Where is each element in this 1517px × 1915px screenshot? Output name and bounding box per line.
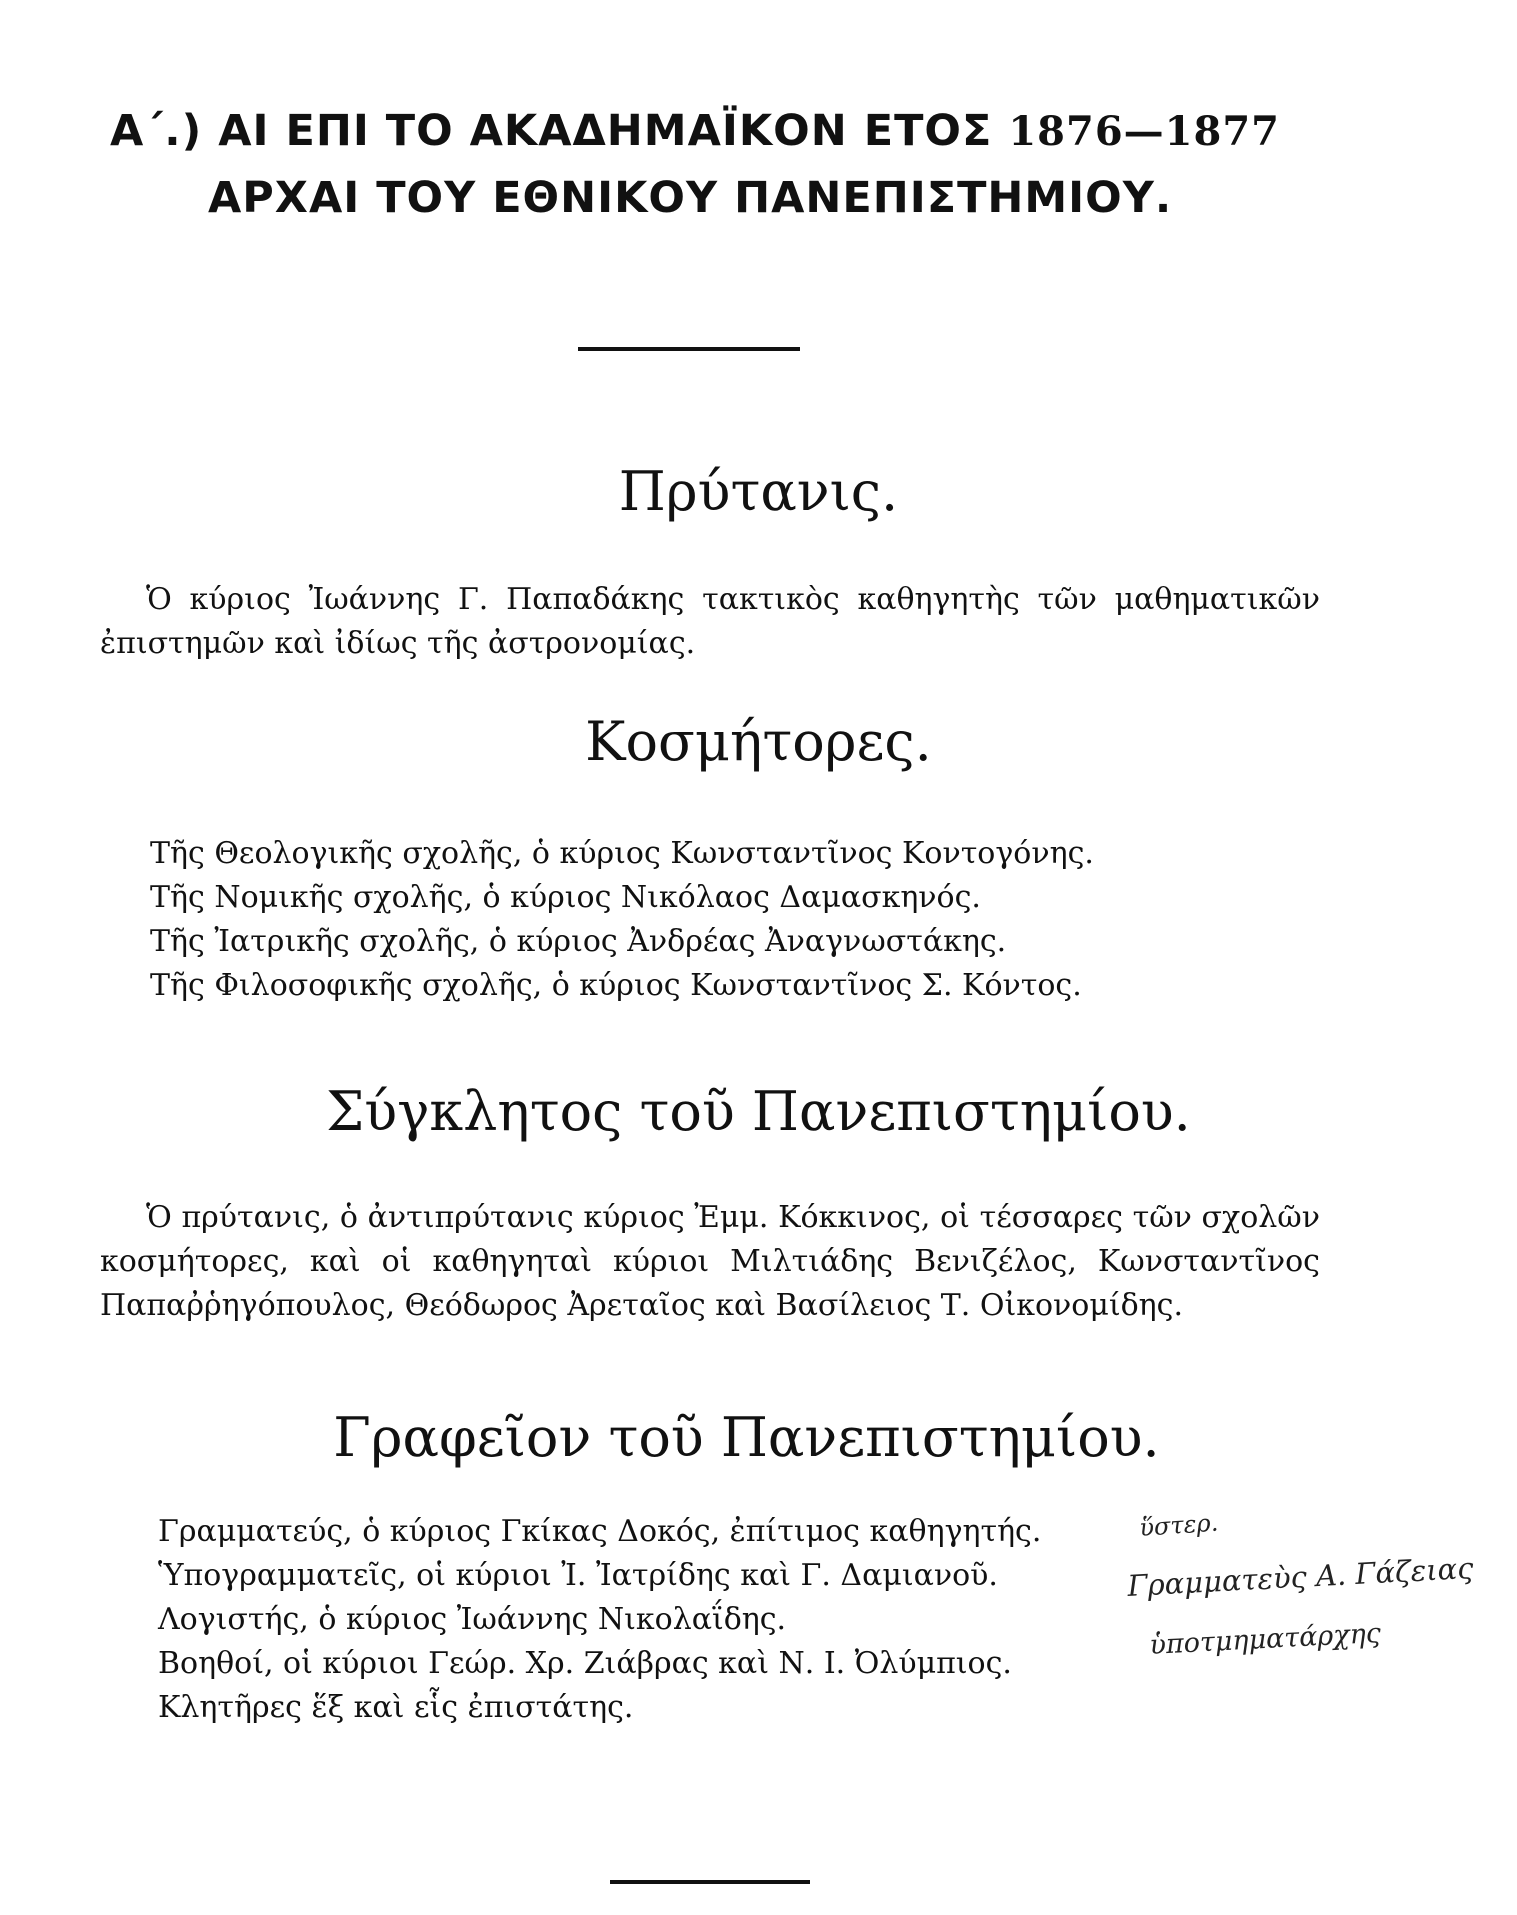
senate-paragraph: Ὁ πρύτανις, ὁ ἀντιπρύτανις κύριος Ἐμμ. Κόκκινος, οἱ τέσσαρες τῶν σχολῶν κοσμήτορες, καὶ οἱ καθηγηταὶ κύριοι Μιλτιάδης Βενιζέλος, Κωνσταντῖνος Παπαῤῥηγόπουλος, Θεόδωρος Ἀρεταῖος καὶ Βασίλειος Τ. Οἰκονομίδης. bbox=[100, 1200, 1320, 1323]
annotation-line-2: Γραμματεὺς Α. Γάζειας bbox=[1126, 1550, 1475, 1603]
rector-paragraph: Ὁ κύριος Ἰωάννης Γ. Παπαδάκης τακτικὸς καθηγητὴς τῶν μαθηματικῶν ἐπιστημῶν καὶ ἰδίως τῆς ἀστρονομίας. bbox=[100, 582, 1320, 661]
office-list bbox=[158, 1510, 1041, 1730]
office-undersecretaries: Ὑπογραμματεῖς, οἱ κύριοι Ἰ. Ἰατρίδης καὶ Γ. Δαμιανοῦ. bbox=[158, 1558, 998, 1593]
title-line-2: ΑΡΧΑΙ ΤΟΥ ΕΘΝΙΚΟΥ ΠΑΝΕΠΙΣΤΗΜΙΟΥ. bbox=[208, 173, 1173, 223]
title-line-1 bbox=[110, 98, 1280, 165]
deans-list bbox=[150, 832, 1094, 1008]
section-heading-deans: Κοσμήτορες. bbox=[585, 710, 932, 773]
bottom-divider bbox=[610, 1880, 810, 1884]
dean-philosophy: Τῆς Φιλοσοφικῆς σχολῆς, ὁ κύριος Κωνσταντῖνος Σ. Κόντος. bbox=[150, 968, 1082, 1003]
section-heading-rector: Πρύτανις. bbox=[618, 460, 899, 523]
annotation-line-3: ὑποτμηματάρχης bbox=[1148, 1617, 1382, 1661]
dean-law: Τῆς Νομικῆς σχολῆς, ὁ κύριος Νικόλαος Δαμασκηνός. bbox=[150, 880, 981, 915]
office-assistants: Βοηθοί, οἱ κύριοι Γεώρ. Χρ. Ζιάβρας καὶ Ν. Ι. Ὀλύμπιος. bbox=[158, 1646, 1012, 1681]
office-accountant: Λογιστής, ὁ κύριος Ἰωάννης Νικολαΐδης. bbox=[158, 1602, 787, 1637]
handwritten-annotation bbox=[1120, 1502, 1500, 1692]
office-ushers: Κλητῆρες ἕξ καὶ εἷς ἐπιστάτης. bbox=[158, 1690, 634, 1725]
dean-medicine: Τῆς Ἰατρικῆς σχολῆς, ὁ κύριος Ἀνδρέας Ἀναγνωστάκης. bbox=[150, 924, 1007, 959]
dean-theology: Τῆς Θεολογικῆς σχολῆς, ὁ κύριος Κωνσταντῖνος Κοντογόνης. bbox=[150, 836, 1094, 871]
title-divider bbox=[578, 347, 800, 351]
section-heading-senate: Σύγκλητος τοῦ Πανεπιστημίου. bbox=[326, 1080, 1191, 1143]
section-heading-office: Γραφεῖον τοῦ Πανεπιστημίου. bbox=[333, 1406, 1160, 1469]
page-title bbox=[110, 98, 1280, 231]
office-secretary: Γραμματεύς, ὁ κύριος Γκίκας Δοκός, ἐπίτιμος καθηγητής. bbox=[158, 1514, 1042, 1549]
title-line-1-text: Α΄.) ΑΙ ΕΠΙ ΤΟ ΑΚΑΔΗΜΑΪΚΟΝ ΕΤΟΣ bbox=[110, 106, 993, 156]
title-year: 1876—1877 bbox=[1008, 108, 1280, 155]
annotation-line-1: ὕστερ. bbox=[1138, 1508, 1220, 1542]
